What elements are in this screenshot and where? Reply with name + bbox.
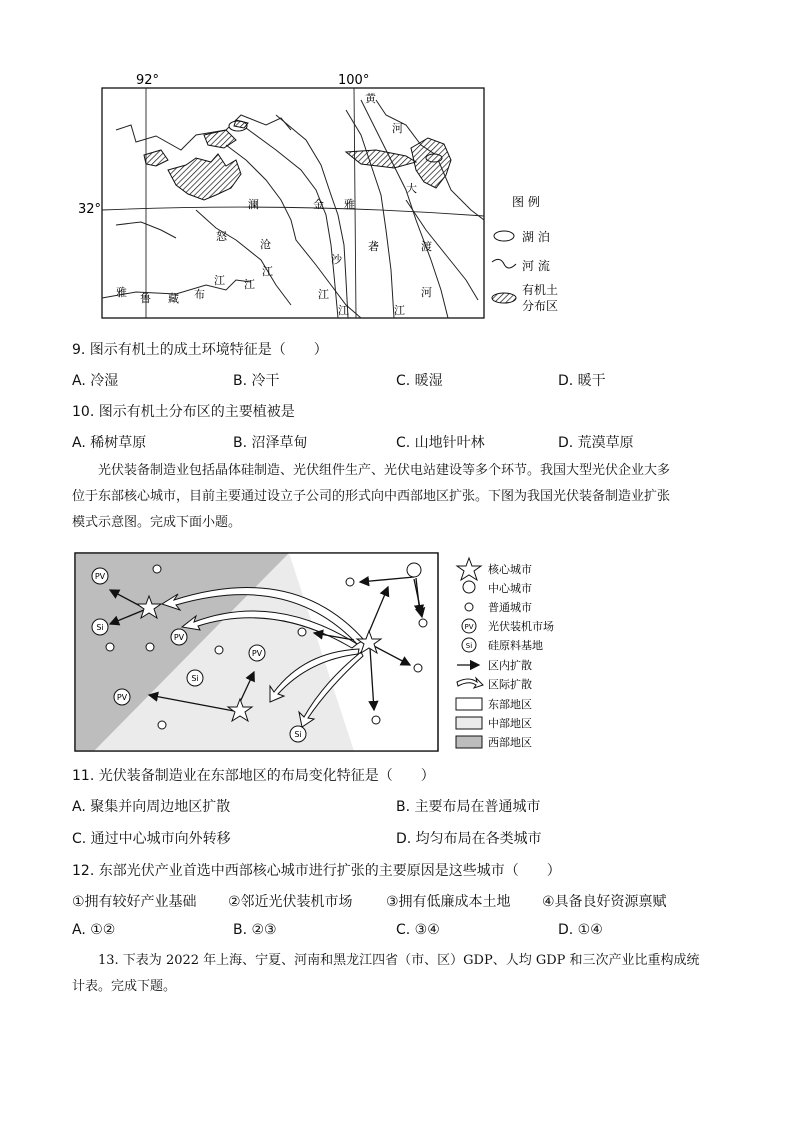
place-label: 江 [394,304,405,317]
place-label: 砻 [368,240,379,253]
legend-intra: 区内扩散 [488,659,532,672]
place-label: 雅 [116,286,127,299]
q9-option-b[interactable]: B. 冷干 [233,373,280,389]
ordinary-city [298,628,306,636]
center-city-icon [463,581,475,593]
legend-organic-2: 分布区 [522,299,559,313]
si-badge: Si [294,730,302,739]
q9-option-c[interactable]: C. 暖湿 [396,373,443,389]
intro-13-line: 13. 下表为 2022 年上海、宁夏、河南和黑龙江四省（市、区）GDP、人均 GDP 和三次产业比重构成统 [98,953,700,968]
q10-option-b[interactable]: B. 沼泽草甸 [233,435,308,451]
pv-badge: PV [94,572,106,581]
legend-center: 中心城市 [488,582,532,595]
place-label: 大 [406,182,417,195]
place-label: 澜 [248,198,259,211]
map-organic-soil-svg [76,70,596,325]
q12-option-c[interactable]: C. ③④ [396,922,440,938]
intro-13 [72,948,742,1000]
ordinary-city [106,643,114,651]
legend-core: 核心城市 [488,563,532,576]
pv-expansion-diagram [74,552,574,754]
pv-badge: PV [173,633,185,642]
place-label: 布 [194,288,205,301]
q9-option-a[interactable]: A. 冷湿 [72,373,119,389]
core-city-icon [457,558,481,580]
si-badge: Si [191,674,199,683]
pv-diagram-svg [74,552,574,754]
si-badge: Si [96,623,104,632]
legend-title: 图 例 [512,195,540,209]
legend-middle: 中部地区 [488,717,532,730]
legend-lake: 湖 泊 [522,230,550,244]
place-label: 沙 [331,253,342,266]
place-label: 黄 [365,92,376,105]
q12-option-b[interactable]: B. ②③ [233,922,277,938]
ordinary-city [153,565,161,573]
map1-legend [492,194,558,313]
q12-statement-1: ①拥有较好产业基础 [72,894,197,910]
ordinary-city [346,578,354,586]
river-icon [492,259,516,268]
intro-pv-line: 位于东部核心城市，目前主要通过设立子公司的形式向中西部地区扩张。下图为我国光伏装备制造业扩张 [72,489,671,504]
place-label: 江 [262,265,273,278]
q10-option-c[interactable]: C. 山地针叶林 [396,435,485,451]
lake-icon [494,231,514,241]
legend-west: 西部地区 [488,736,532,749]
ordinary-city [146,643,154,651]
q11-option-c[interactable]: C. 通过中心城市向外转移 [72,831,231,847]
q10-option-d[interactable]: D. 荒漠草原 [558,435,634,451]
si-icon-label: Si [465,642,473,650]
q12-statement-2: ②邻近光伏装机市场 [228,894,353,910]
q10-option-a[interactable]: A. 稀树草原 [72,435,147,451]
place-label: 沧 [260,238,271,251]
map2-legend [456,558,554,749]
q11-option-a[interactable]: A. 聚集并向周边地区扩散 [72,799,231,815]
map-organic-soil [76,70,596,325]
legend-inter: 区际扩散 [488,678,532,691]
ordinary-city [419,619,427,627]
legend-pv: 光伏装机市场 [488,620,554,633]
pv-badge: PV [116,693,128,702]
lon-label-92: 92° [136,73,160,88]
place-label: 藏 [168,292,179,305]
legend-organic-1: 有机土 [522,283,559,297]
lon-label-100: 100° [338,73,370,88]
organic-soil-icon [492,293,516,303]
pv-badge: PV [251,649,263,658]
place-label: 金 [313,198,324,211]
ordinary-city-icon [465,603,473,611]
q9-option-d[interactable]: D. 暖干 [558,373,606,389]
place-label: 河 [392,122,403,135]
legend-si: 硅原料基地 [488,639,543,652]
legend-east: 东部地区 [488,698,532,711]
center-city [407,563,421,577]
middle-swatch [456,717,482,729]
place-label: 江 [318,288,329,301]
intro-pv-line: 模式示意图。完成下面小题。 [72,515,242,530]
place-label: 江 [244,278,255,291]
place-label: 雅 [344,198,355,211]
east-swatch [456,698,482,710]
map-frame [102,88,484,318]
place-label: 鲁 [140,292,151,305]
place-label: 河 [421,286,432,299]
q11-option-d[interactable]: D. 均匀布局在各类城市 [396,831,542,847]
intro-pv-line: 光伏装备制造业包括晶体硅制造、光伏组件生产、光伏电站建设等多个环节。我国大型光伏企业大多 [98,463,671,478]
inter-arrow-icon [457,678,483,688]
intro-13-line: 计表。完成下题。 [72,979,177,994]
ordinary-city [215,646,223,654]
q9-stem: 9. 图示有机土的成土环境特征是（ ） [72,342,328,358]
legend-river: 河 流 [522,259,550,273]
q12-statement-3: ③拥有低廉成本土地 [386,894,511,910]
place-label: 怒 [216,230,227,243]
place-label: 江 [338,304,349,317]
legend-ordinary: 普通城市 [488,601,532,614]
q10-stem: 10. 图示有机土分布区的主要植被是 [72,404,295,420]
pv-icon-label: PV [464,623,474,631]
place-label: 江 [214,274,225,287]
ordinary-city [158,721,166,729]
lat-label-32: 32° [78,202,102,217]
q12-option-d[interactable]: D. ①④ [558,922,603,938]
intro-pv [72,458,732,536]
q11-option-b[interactable]: B. 主要布局在普通城市 [396,799,541,815]
place-label: 渡 [421,240,432,253]
west-swatch [456,736,482,748]
q12-stem: 12. 东部光伏产业首选中西部核心城市进行扩张的主要原因是这些城市（ ） [72,863,561,879]
ordinary-city [372,716,380,724]
q12-statement-4: ④具备良好资源禀赋 [542,894,667,910]
ordinary-city [414,664,422,672]
q12-option-a[interactable]: A. ①② [72,922,116,938]
q11-stem: 11. 光伏装备制造业在东部地区的布局变化特征是（ ） [72,768,435,784]
